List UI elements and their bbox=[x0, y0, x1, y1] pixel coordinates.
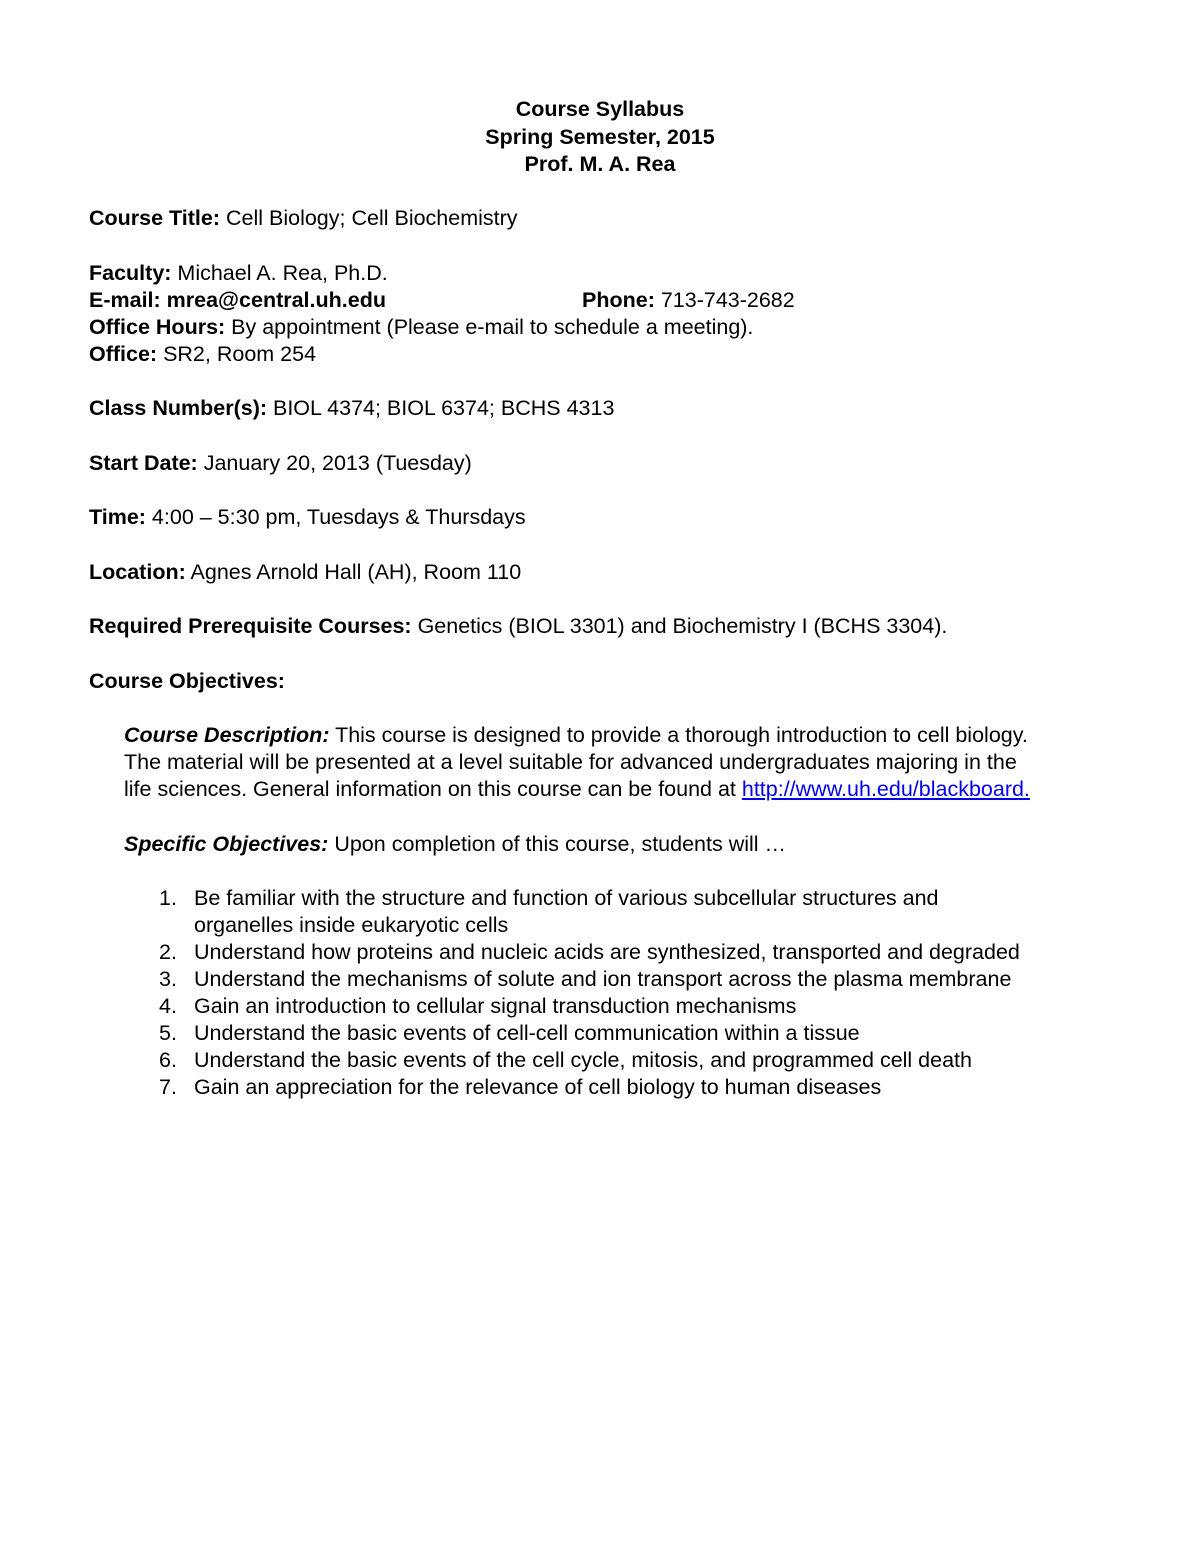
list-item-text: Understand the basic events of cell-cell communication within a tissue bbox=[194, 1021, 860, 1045]
location-row bbox=[89, 559, 1129, 586]
office-value: SR2, Room 254 bbox=[157, 341, 317, 366]
semester-line: Spring Semester, 2015 bbox=[485, 124, 715, 149]
list-item bbox=[124, 1047, 1129, 1074]
phone-label: Phone: bbox=[582, 287, 655, 312]
list-item-text: Understand the basic events of the cell cycle, mitosis, and programmed cell death bbox=[194, 1048, 972, 1072]
start-date-label: Start Date: bbox=[89, 450, 198, 475]
list-item-number: 4. bbox=[159, 994, 177, 1018]
location-label: Location: bbox=[89, 559, 186, 584]
list-item bbox=[124, 966, 1129, 993]
faculty-label: Faculty: bbox=[89, 260, 172, 285]
objectives-list bbox=[124, 885, 1129, 1101]
syllabus-body bbox=[89, 205, 1129, 1101]
course-description-line-1 bbox=[124, 722, 1129, 749]
course-description-line-2: The material will be presented at a level suitable for advanced undergraduates majoring in the bbox=[124, 750, 1017, 774]
class-numbers-label: Class Number(s): bbox=[89, 396, 268, 420]
objectives-section bbox=[124, 722, 1129, 1101]
office-hours-label: Office Hours: bbox=[89, 314, 226, 339]
start-date-value: January 20, 2013 (Tuesday) bbox=[197, 450, 472, 475]
faculty-row bbox=[89, 260, 1129, 287]
professor-line: Prof. M. A. Rea bbox=[524, 152, 676, 176]
list-item-text: Be familiar with the structure and function of various subcellular structures and bbox=[194, 886, 939, 910]
faculty-value: Michael A. Rea, Ph.D. bbox=[171, 260, 388, 285]
specific-objectives-intro: Upon completion of this course, students will … bbox=[328, 831, 787, 856]
class-numbers-row bbox=[89, 395, 1129, 422]
list-item bbox=[124, 939, 1129, 966]
office-row bbox=[89, 341, 1129, 368]
course-description-text-1: This course is designed to provide a thorough introduction to cell biology. bbox=[329, 723, 1028, 747]
list-item-text-cont: organelles inside eukaryotic cells bbox=[194, 913, 509, 937]
blackboard-link[interactable]: http://www.uh.edu/blackboard. bbox=[741, 777, 1030, 801]
email-value: mrea@central.uh.edu bbox=[160, 287, 386, 312]
list-item-text: Understand the mechanisms of solute and ion transport across the plasma membrane bbox=[194, 967, 1012, 991]
time-value: 4:00 – 5:30 pm, Tuesdays & Thursdays bbox=[145, 505, 526, 529]
phone-block bbox=[582, 287, 795, 314]
start-date-row bbox=[89, 450, 1129, 477]
list-item-text: Gain an introduction to cellular signal transduction mechanisms bbox=[194, 994, 797, 1018]
list-item bbox=[124, 1074, 1129, 1101]
list-item-number: 3. bbox=[159, 967, 177, 991]
document-title: Course Syllabus bbox=[515, 97, 685, 121]
list-item-number: 1. bbox=[159, 886, 177, 910]
prerequisites-value: Genetics (BIOL 3301) and Biochemistry I (BCHS 3304). bbox=[411, 614, 948, 638]
class-numbers-value: BIOL 4374; BIOL 6374; BCHS 4313 bbox=[267, 396, 615, 420]
email-label: E-mail: bbox=[89, 287, 161, 312]
list-item bbox=[124, 993, 1129, 1020]
prerequisites-row bbox=[89, 613, 1129, 640]
course-title-label: Course Title: bbox=[89, 206, 221, 230]
list-item-number: 5. bbox=[159, 1021, 177, 1045]
time-label: Time: bbox=[89, 505, 146, 529]
office-hours-value: By appointment (Please e-mail to schedule a meeting). bbox=[225, 314, 754, 339]
syllabus-header bbox=[0, 96, 1200, 179]
list-item-text: Gain an appreciation for the relevance of cell biology to human diseases bbox=[194, 1075, 882, 1099]
list-item-number: 6. bbox=[159, 1048, 177, 1072]
time-row bbox=[89, 504, 1129, 531]
contact-row bbox=[89, 287, 1129, 314]
office-hours-row bbox=[89, 314, 1129, 341]
course-description-label: Course Description: bbox=[124, 723, 330, 747]
list-item bbox=[124, 885, 1129, 939]
phone-value: 713-743-2682 bbox=[654, 287, 795, 312]
prerequisites-label: Required Prerequisite Courses: bbox=[89, 614, 412, 638]
specific-objectives-label: Specific Objectives: bbox=[124, 831, 329, 856]
office-label: Office: bbox=[89, 341, 158, 366]
specific-objectives-line bbox=[124, 831, 1129, 858]
course-objectives-heading: Course Objectives: bbox=[89, 668, 285, 693]
list-item-text: Understand how proteins and nucleic acids are synthesized, transported and degraded bbox=[194, 940, 1020, 964]
location-value: Agnes Arnold Hall (AH), Room 110 bbox=[185, 559, 522, 584]
course-description-line-3 bbox=[124, 776, 1129, 803]
list-item-number: 7. bbox=[159, 1075, 177, 1099]
course-title-value: Cell Biology; Cell Biochemistry bbox=[220, 206, 518, 230]
course-description-text-3: life sciences. General information on this course can be found at bbox=[124, 777, 742, 801]
course-title-row bbox=[89, 205, 1129, 232]
list-item bbox=[124, 1020, 1129, 1047]
list-item-number: 2. bbox=[159, 940, 177, 964]
